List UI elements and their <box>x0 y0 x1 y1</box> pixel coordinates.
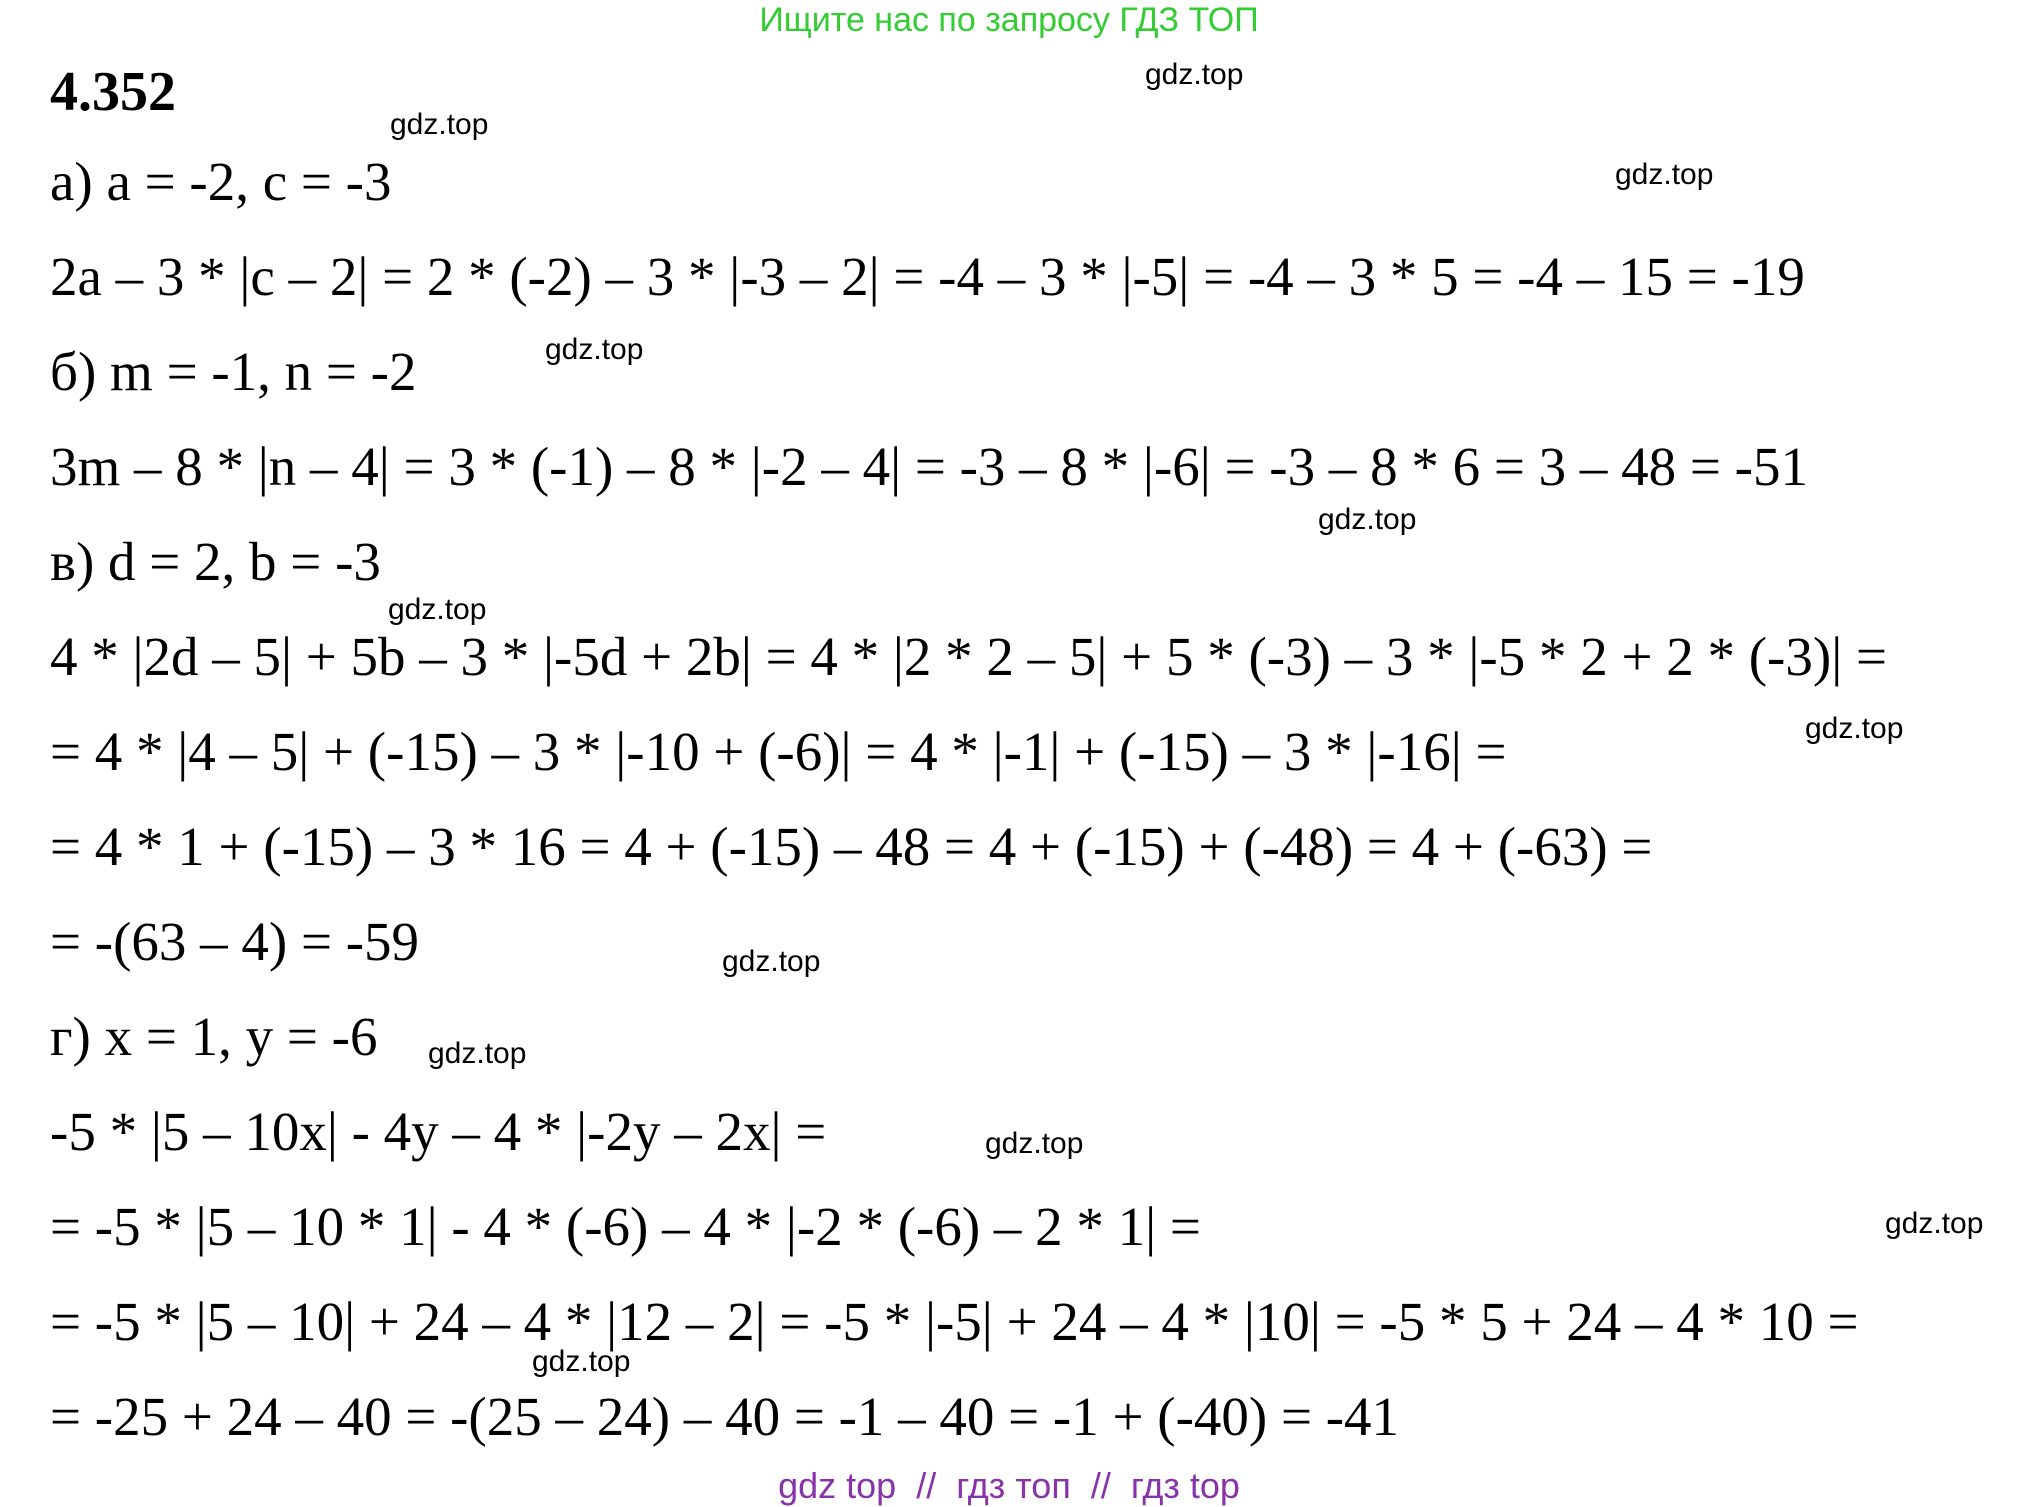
watermark: gdz.top <box>1615 158 1714 191</box>
footer-watermark: gdz top // гдз топ // гдз top <box>778 1465 1240 1506</box>
part-v-solution-line-4: = -(63 – 4) = -59 <box>50 911 420 972</box>
watermark: gdz.top <box>1885 1207 1984 1240</box>
part-g-solution-line-1: -5 * |5 – 10x| - 4y – 4 * |-2y – 2x| = <box>50 1101 827 1162</box>
watermark: gdz.top <box>722 945 821 978</box>
part-a-solution: 2a – 3 * |c – 2| = 2 * (-2) – 3 * |-3 – 2| = -4 – 3 * |-5| = -4 – 3 * 5 = -4 – 15 = -19 <box>50 246 1805 307</box>
watermark: gdz.top <box>1318 503 1417 536</box>
part-g-solution-line-2: = -5 * |5 – 10 * 1| - 4 * (-6) – 4 * |-2 * (-6) – 2 * 1| = <box>50 1196 1201 1257</box>
watermark: gdz.top <box>388 593 487 626</box>
part-g-solution-line-3: = -5 * |5 – 10| + 24 – 4 * |12 – 2| = -5 * |-5| + 24 – 4 * |10| = -5 * 5 + 24 – 4 * 10 = <box>50 1291 1859 1352</box>
part-b-condition: б) m = -1, n = -2 <box>50 341 417 402</box>
part-v-condition: в) d = 2, b = -3 <box>50 531 381 592</box>
search-banner: Ищите нас по запросу ГДЗ ТОП <box>759 1 1259 39</box>
part-g-condition: г) x = 1, y = -6 <box>50 1006 378 1067</box>
part-b-solution: 3m – 8 * |n – 4| = 3 * (-1) – 8 * |-2 – 4| = -3 – 8 * |-6| = -3 – 8 * 6 = 3 – 48 = -51 <box>50 436 1808 497</box>
part-a-condition: а) a = -2, c = -3 <box>50 151 392 212</box>
part-v-solution-line-2: = 4 * |4 – 5| + (-15) – 3 * |-10 + (-6)| = 4 * |-1| + (-15) – 3 * |-16| = <box>50 721 1507 782</box>
part-v-solution-line-3: = 4 * 1 + (-15) – 3 * 16 = 4 + (-15) – 48 = 4 + (-15) + (-48) = 4 + (-63) = <box>50 816 1653 877</box>
part-g-solution-line-4: = -25 + 24 – 40 = -(25 – 24) – 40 = -1 – 40 = -1 + (-40) = -41 <box>50 1386 1400 1447</box>
watermark: gdz.top <box>428 1037 527 1070</box>
part-v-solution-line-1: 4 * |2d – 5| + 5b – 3 * |-5d + 2b| = 4 * |2 * 2 – 5| + 5 * (-3) – 3 * |-5 * 2 + 2 * (-3)| = <box>50 626 1887 687</box>
watermark: gdz.top <box>390 108 489 141</box>
watermark: gdz.top <box>985 1127 1084 1160</box>
watermark: gdz.top <box>1805 712 1904 745</box>
watermark: gdz.top <box>532 1345 631 1378</box>
watermark: gdz.top <box>1145 58 1244 91</box>
watermark: gdz.top <box>545 333 644 366</box>
problem-number: 4.352 <box>50 61 176 123</box>
